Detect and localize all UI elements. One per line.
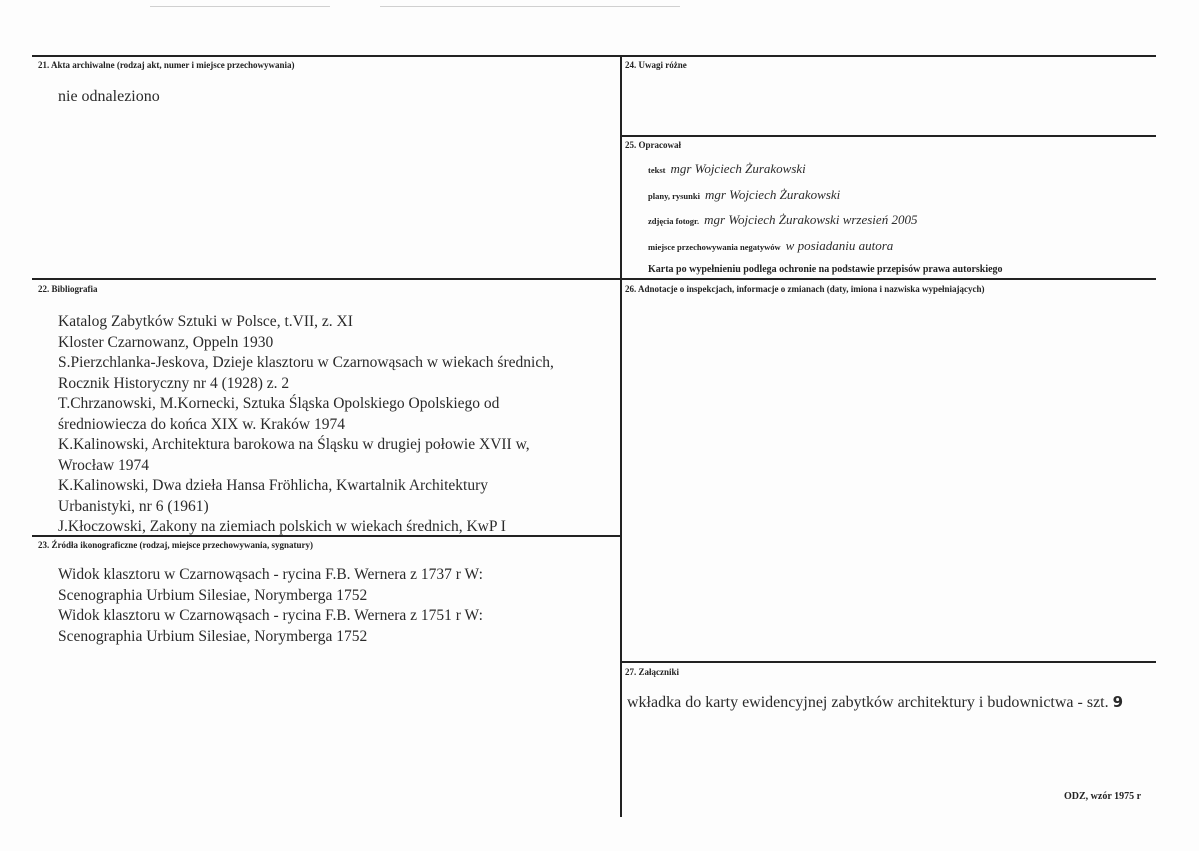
row-value: w posiadaniu autora	[785, 238, 894, 253]
section-25-row-negatives	[648, 238, 893, 254]
attachments-text: wkładka do karty ewidencyjnej zabytków architektury i budownictwa - szt.	[627, 694, 1109, 711]
center-divider	[620, 55, 622, 817]
iconographic-source-line: Widok klasztoru w Czarnowąsach - rycina F.B. Wernera z 1737 r W:	[58, 566, 483, 583]
attachments-count: 9	[1112, 693, 1124, 711]
row-key: tekst	[648, 165, 666, 175]
row-key: miejsce przechowywania negatywów	[648, 242, 781, 252]
bibliography-line: S.Pierzchlanka-Jeskova, Dzieje klasztoru w Czarnowąsach w wiekach średnich,	[58, 354, 554, 371]
section-27-label: 27. Załączniki	[625, 667, 680, 677]
bibliography-line: średniowiecza do końca XIX w. Kraków 1974	[58, 415, 345, 433]
iconographic-sources-list	[58, 565, 483, 647]
copyright-notice: Karta po wypełnieniu podlega ochronie na podstawie przepisów prawa autorskiego	[648, 264, 1003, 275]
bibliography-line: Kloster Czarnowanz, Oppeln 1930	[58, 333, 274, 351]
form-template-id: ODZ, wzór 1975 r	[1064, 791, 1142, 802]
section-25-row-photos	[648, 212, 917, 228]
section-24-label: 24. Uwagi różne	[625, 60, 687, 70]
iconographic-source-line: Widok klasztoru w Czarnowąsach - rycina F.B. Wernera z 1751 r W:	[58, 607, 483, 624]
bibliography-line: Rocznik Historyczny nr 4 (1928) z. 2	[58, 374, 290, 392]
section-25-row-text	[648, 161, 806, 177]
iconographic-source-line: Scenographia Urbium Silesiae, Norymberga 1752	[58, 586, 368, 604]
bibliography-list	[58, 312, 554, 538]
section-22-label: 22. Bibliografia	[38, 284, 98, 294]
bibliography-line: K.Kalinowski, Dwa dzieła Hansa Fröhlicha, Kwartalnik Architektury	[58, 477, 489, 494]
top-rule	[32, 55, 1156, 57]
rule-24-25	[621, 135, 1156, 137]
bibliography-line: K.Kalinowski, Architektura barokowa na Śląsku w drugiej połowie XVII w,	[58, 436, 530, 453]
attachments-value	[627, 693, 1123, 712]
row-value: mgr Wojciech Żurakowski	[704, 187, 841, 202]
scan-artifact-line	[150, 6, 330, 7]
row-key: plany, rysunki	[648, 191, 700, 201]
iconographic-source-line: Scenographia Urbium Silesiae, Norymberga 1752	[58, 627, 368, 645]
section-21-label: 21. Akta archiwalne (rodzaj akt, numer i miejsce przechowywania)	[38, 60, 295, 70]
section-26-label: 26. Adnotacje o inspekcjach, informacje o zmianach (daty, imiona i nazwiska wypełniających)	[625, 284, 985, 294]
bibliography-line: T.Chrzanowski, M.Kornecki, Sztuka Śląska Opolskiego Opolskiego od	[58, 395, 500, 412]
bibliography-line: J.Kłoczowski, Zakony na ziemiach polskich w wiekach średnich, KwP I	[58, 518, 506, 535]
bibliography-line: Wrocław 1974	[58, 456, 150, 474]
rule-26-27	[621, 661, 1156, 663]
section-25-row-drawings	[648, 187, 840, 203]
scan-artifact-line	[380, 6, 680, 7]
bibliography-line: Katalog Zabytków Sztuki w Polsce, t.VII, z. XI	[58, 313, 353, 330]
row-key: zdjęcia fotogr.	[648, 216, 700, 226]
section-23-label: 23. Źródła ikonograficzne (rodzaj, miejsce przechowywania, sygnatury)	[38, 540, 314, 550]
section-21-value: nie odnaleziono	[58, 88, 160, 105]
bibliography-line: Urbanistyki, nr 6 (1961)	[58, 497, 209, 515]
section-25-label: 25. Opracował	[625, 140, 681, 150]
row-value: mgr Wojciech Żurakowski wrzesień 2005	[704, 212, 918, 227]
row-value: mgr Wojciech Żurakowski	[670, 161, 806, 176]
rule-21-22	[32, 278, 1156, 280]
